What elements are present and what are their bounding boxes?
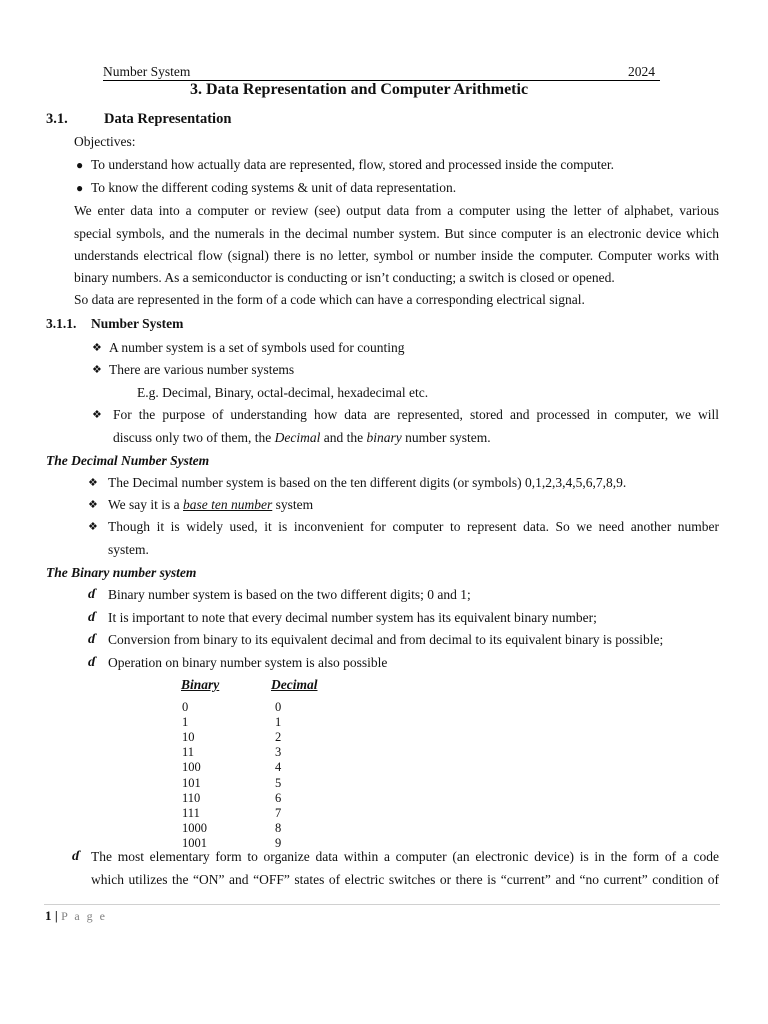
purpose-line — [113, 430, 491, 446]
purpose-line: For the purpose of understanding how data are represented, stored and processed in computer, we will — [113, 407, 719, 422]
table-cell-binary: 1 — [182, 715, 189, 730]
table-cell-binary: 10 — [182, 730, 195, 745]
check-bullet-icon: ɗ — [88, 587, 95, 602]
binary-bullet: Operation on binary number system is also possible — [108, 655, 388, 670]
table-cell-decimal: 3 — [275, 745, 282, 760]
table-cell-decimal: 2 — [275, 730, 282, 745]
purpose-text: and the — [320, 430, 367, 445]
decimal-term: Decimal — [274, 430, 321, 445]
table-cell-binary: 101 — [182, 775, 201, 790]
paragraph-line: special symbols, and the numerals in the decimal number system. But since computer is an electronic device which — [74, 226, 719, 241]
table-header-decimal: Decimal — [271, 677, 318, 692]
diamond-bullet-icon: ❖ — [88, 477, 98, 489]
decimal-bullet — [108, 497, 313, 513]
table-cell-binary: 100 — [182, 760, 201, 775]
table-cell-decimal: 0 — [275, 700, 282, 714]
table-cell-decimal: 4 — [275, 760, 282, 775]
paragraph-line: So data are represented in the form of a code which can have a corresponding electrical signal. — [74, 292, 585, 307]
check-bullet-icon: ɗ — [88, 632, 95, 647]
table-cell-decimal: 8 — [275, 820, 282, 835]
diamond-bullet-icon: ❖ — [92, 409, 102, 421]
number-system-bullet: There are various number systems — [109, 362, 295, 377]
diamond-bullet-icon: ❖ — [88, 499, 98, 511]
decimal-text: system — [272, 497, 314, 512]
decimal-bullet-cont: system. — [108, 542, 149, 557]
purpose-text: number system. — [401, 430, 491, 445]
table-cell-decimal: 1 — [275, 715, 282, 730]
header-right: 2024 — [628, 64, 655, 79]
objectives-label: Objectives: — [74, 134, 136, 149]
check-bullet-icon: ɗ — [72, 849, 79, 864]
objective-item: To know the different coding systems & unit of data representation. — [91, 180, 457, 195]
subsection-title: Number System — [91, 316, 184, 331]
diamond-bullet-icon: ❖ — [92, 364, 102, 376]
section-title: Data Representation — [104, 111, 232, 127]
table-cell-decimal: 9 — [275, 835, 282, 850]
example-line: E.g. Decimal, Binary, octal-decimal, hexadecimal etc. — [137, 385, 429, 400]
table-cell-binary: 1000 — [182, 820, 207, 835]
table-cell-binary: 1001 — [182, 835, 207, 850]
diamond-bullet-icon: ❖ — [92, 342, 102, 354]
footer-divider — [44, 904, 720, 905]
purpose-text: discuss only two of them, the — [113, 430, 275, 445]
page-separator: | — [54, 908, 58, 923]
table-header-binary: Binary — [181, 677, 220, 692]
binary-bullet: It is important to note that every decimal number system has its equivalent binary number; — [108, 610, 597, 625]
check-bullet-icon: ɗ — [88, 610, 95, 625]
base-ten-link: base ten number — [183, 497, 273, 512]
bullet-icon: ● — [76, 181, 84, 195]
page-number: 1 — [45, 908, 52, 923]
table-cell-binary: 11 — [182, 745, 195, 760]
check-bullet-icon: ɗ — [88, 655, 95, 670]
table-cell-binary: 111 — [182, 805, 200, 820]
header-left: Number System — [103, 64, 191, 79]
table-cell-decimal: 6 — [275, 790, 282, 805]
binary-term: binary — [366, 430, 402, 445]
closing-line: The most elementary form to organize data within a computer (an electronic device) is in the form of a code — [91, 849, 719, 864]
bullet-icon: ● — [76, 158, 84, 172]
subsection-number: 3.1.1. — [46, 316, 77, 331]
paragraph-line: We enter data into a computer or review (see) output data from a computer using the letter of alphabet, various — [74, 203, 719, 218]
diamond-bullet-icon: ❖ — [88, 521, 98, 533]
table-cell-binary: 0 — [182, 700, 189, 714]
closing-line: which utilizes the “ON” and “OFF” states of electric switches or there is “current” and “no current” condition of — [91, 872, 719, 887]
objective-item: To understand how actually data are represented, flow, stored and processed inside the computer. — [91, 157, 614, 172]
table-cell-binary: 110 — [182, 790, 201, 805]
paragraph-line: understands electrical flow (signal) there is no letter, symbol or number inside the computer. Computer works with — [74, 248, 719, 263]
decimal-text: We say it is a — [108, 497, 184, 512]
decimal-heading: The Decimal Number System — [46, 453, 210, 468]
decimal-bullet: Though it is widely used, it is inconvenient for computer to represent data. So we need another number — [108, 519, 719, 534]
footer-page — [45, 908, 107, 924]
page-label: P a g e — [61, 909, 108, 923]
table-cell-decimal: 7 — [275, 805, 282, 820]
binary-bullet: Conversion from binary to its equivalent decimal and from decimal to its equivalent binary is possible; — [108, 632, 664, 647]
binary-bullet: Binary number system is based on the two different digits; 0 and 1; — [108, 587, 471, 602]
section-number: 3.1. — [46, 111, 68, 127]
decimal-bullet: The Decimal number system is based on the ten different digits (or symbols) 0,1,2,3,4,5,6,7,8,9. — [108, 475, 627, 490]
binary-heading: The Binary number system — [46, 565, 197, 580]
table-cell-decimal: 5 — [275, 775, 282, 790]
chapter-title: 3. Data Representation and Computer Arithmetic — [190, 81, 529, 98]
number-system-bullet: A number system is a set of symbols used for counting — [109, 340, 405, 355]
paragraph-line: binary numbers. As a semiconductor is conducting or isn’t conducting; a switch is closed or opened. — [74, 270, 615, 285]
